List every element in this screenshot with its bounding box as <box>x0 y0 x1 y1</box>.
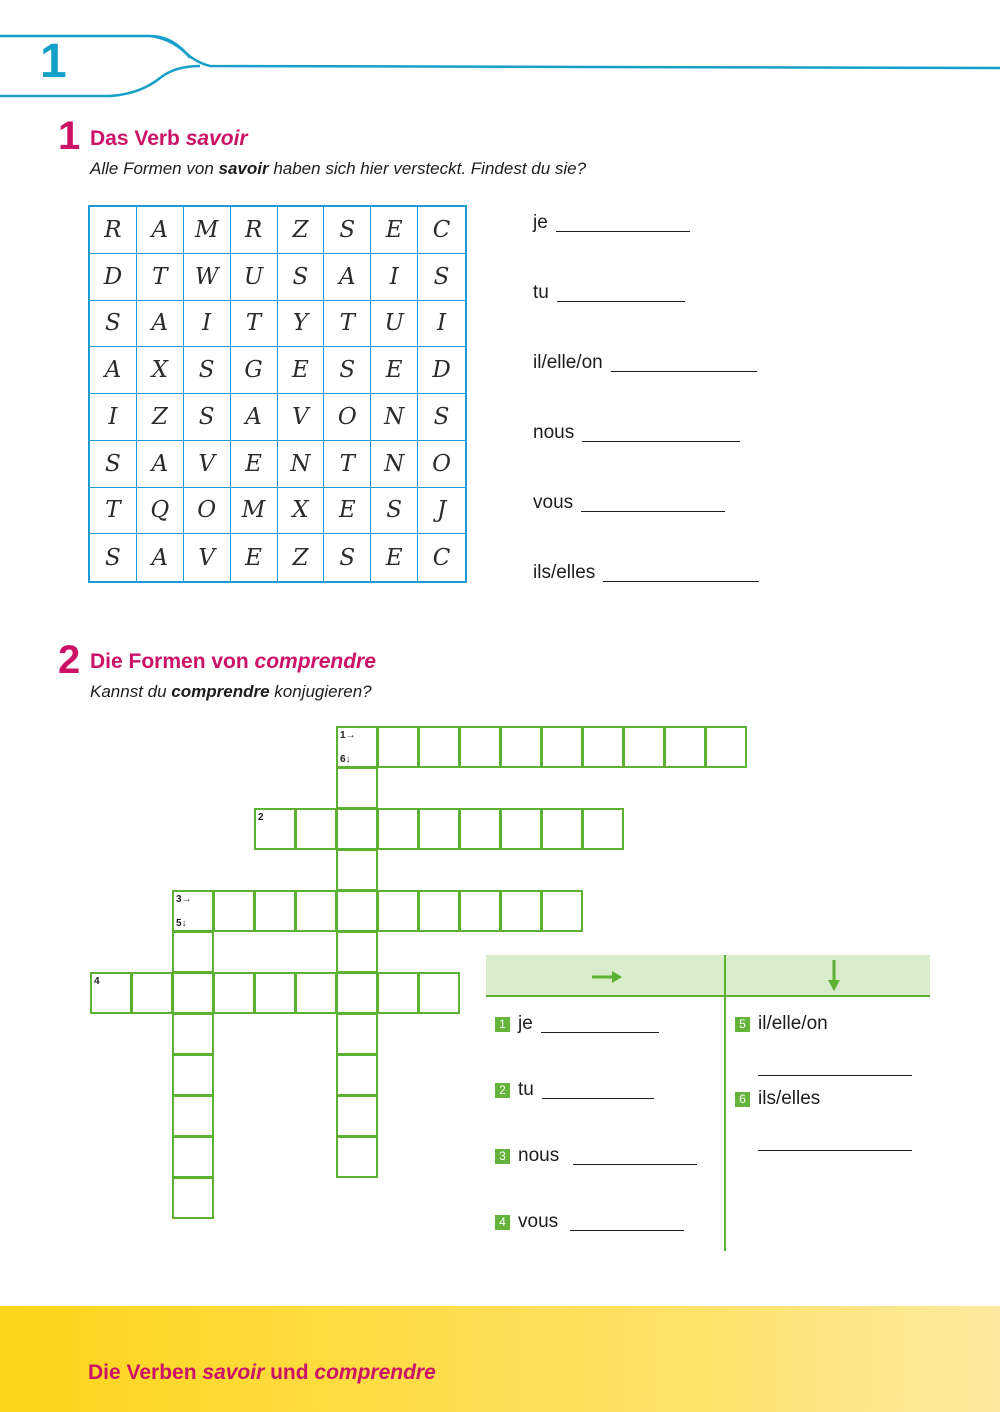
crossword-cell[interactable] <box>336 1013 378 1055</box>
word-search-cell[interactable]: E <box>371 534 418 581</box>
clue-label: tu <box>518 1079 534 1100</box>
crossword-cell[interactable] <box>377 726 419 768</box>
crossword-cell[interactable] <box>172 1013 214 1055</box>
word-search-cell[interactable]: A <box>90 347 137 394</box>
clue-label: nous <box>518 1145 560 1166</box>
word-search-cell[interactable]: S <box>324 534 371 581</box>
word-search-cell[interactable]: E <box>324 488 371 535</box>
clue-label: vous <box>518 1211 559 1232</box>
word-search-cell[interactable]: E <box>231 534 278 581</box>
word-search-cell[interactable]: E <box>371 347 418 394</box>
clue-down-5 <box>735 1014 828 1033</box>
crossword-cell[interactable] <box>295 890 337 932</box>
word-search-cell[interactable]: I <box>371 254 418 301</box>
crossword-cell[interactable] <box>131 972 173 1014</box>
word-search-cell[interactable]: U <box>231 254 278 301</box>
footer-prefix: Die Verben <box>88 1361 203 1384</box>
footer-verb-2: comprendre <box>314 1361 436 1384</box>
word-search-cell[interactable]: A <box>137 207 184 254</box>
clue-across-1 <box>495 1014 659 1033</box>
crossword-cell[interactable] <box>418 726 460 768</box>
crossword-cell[interactable] <box>500 890 542 932</box>
instr-1-suffix: haben sich hier versteckt. Findest du sie? <box>268 159 587 178</box>
crossword-cell[interactable] <box>336 890 378 932</box>
answer-line[interactable] <box>541 1015 659 1033</box>
exercise-1-title-verb: savoir <box>185 127 248 150</box>
clue-across-4 <box>495 1212 684 1231</box>
word-search-cell[interactable]: A <box>137 301 184 348</box>
answer-line[interactable] <box>603 564 759 582</box>
clue-number-badge: 3 <box>495 1149 510 1164</box>
crossword-cell[interactable] <box>500 808 542 850</box>
crossword-cell[interactable] <box>705 726 747 768</box>
word-search-cell[interactable]: G <box>231 347 278 394</box>
crossword-cell[interactable] <box>336 1136 378 1178</box>
clue-label: il/elle/on <box>758 1013 828 1034</box>
word-search-cell[interactable]: N <box>278 441 325 488</box>
answer-row-vous <box>533 493 725 512</box>
exercise-2-number: 2 <box>58 638 81 682</box>
answer-row-tu <box>533 283 685 302</box>
crossword-cell[interactable] <box>336 808 378 850</box>
crossword-cell[interactable] <box>418 972 460 1014</box>
answer-line[interactable] <box>573 1147 697 1165</box>
exercise-2-title <box>90 651 376 672</box>
crossword-cell[interactable] <box>500 726 542 768</box>
arrow-down-icon <box>824 958 844 994</box>
word-search-cell[interactable]: A <box>137 441 184 488</box>
answer-line[interactable] <box>556 214 690 232</box>
crossword-cell[interactable] <box>664 726 706 768</box>
footer-band <box>0 1306 1000 1412</box>
crossword-number-1: 1→ <box>340 730 356 741</box>
clue-across-3 <box>495 1146 697 1165</box>
crossword-cell[interactable] <box>172 1095 214 1137</box>
word-search-cell[interactable]: V <box>184 441 231 488</box>
word-search-cell[interactable]: Z <box>278 534 325 581</box>
instr-2-prefix: Kannst du <box>90 682 172 701</box>
crossword-cell[interactable] <box>459 890 501 932</box>
word-search-cell[interactable]: M <box>231 488 278 535</box>
word-search-cell[interactable]: S <box>278 254 325 301</box>
crossword-number-6: 6↓ <box>340 754 351 765</box>
exercise-1-number: 1 <box>58 114 81 158</box>
word-search-cell[interactable]: A <box>324 254 371 301</box>
answer-line[interactable] <box>758 1075 912 1076</box>
exercise-1-instruction <box>90 160 586 177</box>
word-search-cell[interactable]: E <box>278 347 325 394</box>
exercise-2-title-verb: comprendre <box>254 650 376 673</box>
word-search-cell[interactable]: C <box>418 207 465 254</box>
crossword-number-2: 2 <box>258 812 264 823</box>
word-search-cell[interactable]: Z <box>137 394 184 441</box>
word-search-cell[interactable]: X <box>278 488 325 535</box>
clue-number-badge: 1 <box>495 1017 510 1032</box>
word-search-cell[interactable]: E <box>231 441 278 488</box>
word-search-cell[interactable]: X <box>137 347 184 394</box>
crossword-cell[interactable] <box>541 808 583 850</box>
word-search-cell[interactable]: Z <box>278 207 325 254</box>
word-search-cell[interactable]: E <box>371 207 418 254</box>
word-search-cell[interactable]: I <box>184 301 231 348</box>
word-search-cell[interactable]: I <box>90 394 137 441</box>
crossword-cell[interactable] <box>336 849 378 891</box>
instr-2-suffix: konjugieren? <box>269 682 372 701</box>
word-search-cell[interactable]: M <box>184 207 231 254</box>
crossword-cell[interactable] <box>172 972 214 1014</box>
word-search-cell[interactable]: S <box>90 534 137 581</box>
clue-number-badge: 4 <box>495 1215 510 1230</box>
word-search-cell[interactable]: S <box>184 394 231 441</box>
crossword-cell[interactable] <box>213 972 255 1014</box>
crossword-cell[interactable] <box>418 808 460 850</box>
word-search-cell[interactable]: O <box>418 441 465 488</box>
exercise-1-title-prefix: Das Verb <box>90 127 186 150</box>
word-search-cell[interactable]: T <box>137 254 184 301</box>
footer-title <box>88 1362 436 1383</box>
word-search-cell[interactable]: S <box>324 347 371 394</box>
clue-across-2 <box>495 1080 654 1099</box>
answer-row-je <box>533 213 690 232</box>
word-search-cell[interactable]: Q <box>137 488 184 535</box>
crossword-cell[interactable] <box>377 808 419 850</box>
word-search-cell[interactable]: T <box>324 441 371 488</box>
pronoun-label: vous <box>533 492 574 513</box>
crossword-cell[interactable] <box>336 972 378 1014</box>
word-search-cell[interactable]: J <box>418 488 465 535</box>
crossword-cell[interactable] <box>172 1177 214 1219</box>
pronoun-label: nous <box>533 422 575 443</box>
crossword-cell[interactable] <box>295 972 337 1014</box>
word-search-cell[interactable]: R <box>231 207 278 254</box>
clue-label: ils/elles <box>758 1088 821 1109</box>
crossword-cell[interactable] <box>418 890 460 932</box>
instr-1-bold: savoir <box>218 159 269 178</box>
answer-row-nous <box>533 423 740 442</box>
word-search-cell[interactable]: N <box>371 441 418 488</box>
crossword-cell[interactable] <box>582 726 624 768</box>
crossword-cell[interactable] <box>459 808 501 850</box>
word-search-cell[interactable]: S <box>90 441 137 488</box>
word-search-cell[interactable]: Y <box>278 301 325 348</box>
crossword-cell[interactable] <box>377 972 419 1014</box>
clue-table-header <box>486 955 930 997</box>
answer-row-ils-elles <box>533 563 759 582</box>
clue-label: je <box>518 1013 533 1034</box>
clue-number-badge: 5 <box>735 1017 750 1032</box>
pronoun-label: tu <box>533 282 549 303</box>
word-search-grid <box>88 205 467 583</box>
answer-line[interactable] <box>581 494 725 512</box>
word-search-cell[interactable]: O <box>184 488 231 535</box>
crossword-cell[interactable] <box>623 726 665 768</box>
word-search-cell[interactable]: O <box>324 394 371 441</box>
instr-2-bold: comprendre <box>171 682 270 701</box>
word-search-cell[interactable]: S <box>418 254 465 301</box>
word-search-cell[interactable]: W <box>184 254 231 301</box>
exercise-1-title <box>90 128 248 149</box>
word-search-cell[interactable]: S <box>184 347 231 394</box>
crossword-cell[interactable] <box>254 890 296 932</box>
clue-number-badge: 6 <box>735 1092 750 1107</box>
answer-line[interactable] <box>557 284 685 302</box>
crossword-number-3: 3→ <box>176 894 192 905</box>
crossword-cell[interactable] <box>459 726 501 768</box>
footer-verb-1: savoir <box>202 1361 265 1384</box>
word-search-cell[interactable]: D <box>90 254 137 301</box>
word-search-cell[interactable]: V <box>184 534 231 581</box>
crossword-number-4: 4 <box>94 976 100 987</box>
word-search-cell[interactable]: S <box>371 488 418 535</box>
crossword-cell[interactable] <box>172 931 214 973</box>
crossword-cell[interactable] <box>172 1054 214 1096</box>
crossword-cell[interactable] <box>295 808 337 850</box>
exercise-2-title-prefix: Die Formen von <box>90 650 255 673</box>
word-search-cell[interactable]: A <box>137 534 184 581</box>
answer-line[interactable] <box>570 1213 684 1231</box>
crossword-number-5: 5↓ <box>176 918 187 929</box>
clue-table-divider <box>724 955 726 1251</box>
word-search-cell[interactable]: D <box>418 347 465 394</box>
arrow-right-icon <box>590 967 624 987</box>
word-search-cell[interactable]: S <box>90 301 137 348</box>
header-decoration <box>0 0 1000 110</box>
word-search-cell[interactable]: A <box>231 394 278 441</box>
word-search-cell[interactable]: N <box>371 394 418 441</box>
crossword-cell[interactable] <box>541 726 583 768</box>
crossword-cell[interactable] <box>254 972 296 1014</box>
answer-line[interactable] <box>611 354 757 372</box>
pronoun-label: ils/elles <box>533 562 596 583</box>
instr-1-prefix: Alle Formen von <box>90 159 219 178</box>
crossword-cell[interactable] <box>336 1054 378 1096</box>
answer-row-il-elle-on <box>533 353 757 372</box>
clue-number-badge: 2 <box>495 1083 510 1098</box>
crossword-cell[interactable] <box>541 890 583 932</box>
word-search-cell[interactable]: V <box>278 394 325 441</box>
crossword-cell[interactable] <box>377 890 419 932</box>
answer-line[interactable] <box>582 424 740 442</box>
word-search-cell[interactable]: I <box>418 301 465 348</box>
footer-middle: und <box>264 1361 315 1384</box>
word-search-cell[interactable]: S <box>324 207 371 254</box>
word-search-cell[interactable]: T <box>324 301 371 348</box>
crossword-cell[interactable] <box>336 767 378 809</box>
crossword-cell[interactable] <box>582 808 624 850</box>
crossword-cell[interactable] <box>172 1136 214 1178</box>
crossword-cell[interactable] <box>336 1095 378 1137</box>
page-number: 1 <box>40 35 67 88</box>
pronoun-label: je <box>533 212 548 233</box>
pronoun-label: il/elle/on <box>533 352 603 373</box>
word-search-cell[interactable]: T <box>231 301 278 348</box>
word-search-cell[interactable]: C <box>432 544 451 571</box>
crossword-cell[interactable] <box>336 931 378 973</box>
word-search-cell[interactable]: S <box>418 394 465 441</box>
word-search-cell[interactable]: R <box>90 207 137 254</box>
answer-line[interactable] <box>758 1150 912 1151</box>
crossword-cell[interactable] <box>213 890 255 932</box>
word-search-cell[interactable]: T <box>90 488 137 535</box>
answer-line[interactable] <box>542 1081 654 1099</box>
word-search-cell[interactable]: U <box>371 301 418 348</box>
clue-down-6 <box>735 1089 820 1108</box>
exercise-2-instruction <box>90 683 372 700</box>
